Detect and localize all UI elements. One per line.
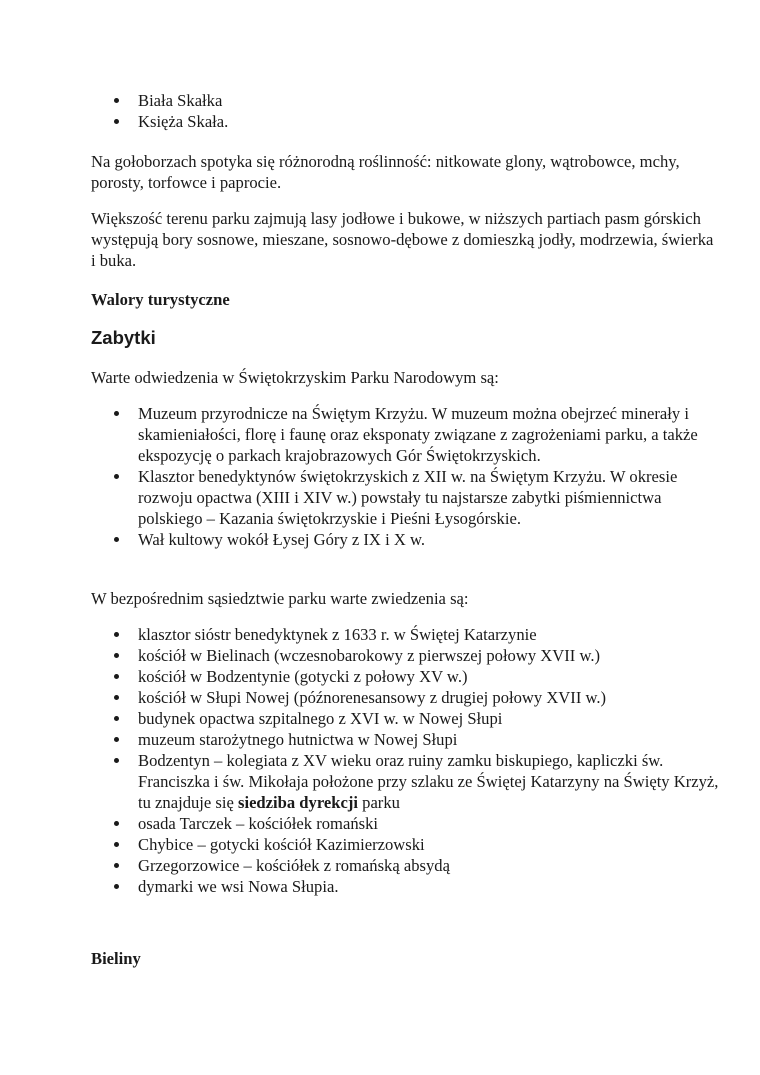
list-item: Grzegorzowice – kościółek z romańską absydą (91, 855, 720, 876)
paragraph-lasy: Większość terenu parku zajmują lasy jodłowe i bukowe, w niższych partiach pasm górskich występują bory sosnowe, mieszane, sosnowo-dębowe z domieszką jodły, modrzewia, świerka i buka. (91, 209, 714, 270)
list-item: osada Tarczek – kościółek romański (91, 813, 720, 834)
list-item: dymarki we wsi Nowa Słupia. (91, 876, 720, 897)
list-item: kościół w Bielinach (wczesnobarokowy z pierwszej połowy XVII w.) (91, 645, 720, 666)
list-item: budynek opactwa szpitalnego z XVI w. w Nowej Słupi (91, 708, 720, 729)
list-item: Klasztor benedyktynów świętokrzyskich z XII w. na Świętym Krzyżu. W okresie rozwoju opactwa (XIII i XIV w.) powstały tu najstarsze zabytki piśmiennictwa polskiego – Kazania świętokrzyskie i Pieśni Łysogórskie. (91, 466, 720, 529)
bodzentyn-text-end: parku (358, 793, 400, 812)
paragraph-sasiedztwo: W bezpośrednim sąsiedztwie parku warte zwiedzenia są: (91, 589, 469, 608)
heading-bieliny: Bieliny (91, 949, 141, 968)
list-item-bodzentyn (91, 750, 720, 813)
list-item: Chybice – gotycki kościół Kazimierzowski (91, 834, 720, 855)
paragraph-goloborza: Na gołoborzach spotyka się różnorodną roślinność: nitkowate glony, wątrobowce, mchy, porosty, torfowce i paprocie. (91, 152, 680, 192)
list-item: muzeum starożytnego hutnictwa w Nowej Słupi (91, 729, 720, 750)
heading-zabytki: Zabytki (91, 327, 156, 348)
list-item: Muzeum przyrodnicze na Świętym Krzyżu. W muzeum można obejrzeć minerały i skamieniałości, florę i faunę oraz eksponaty związane z zagrożeniami parku, a także ekspozycję o parkach krajobrazowych Gór Świętokrzyskich. (91, 403, 720, 466)
bodzentyn-text: Bodzentyn – kolegiata z XV wieku oraz ruiny zamku biskupiego, kapliczki św. Franciszka i św. Mikołaja położone przy szlaku ze Świętej Katarzyny na Święty Krzyż, tu znajduje się (138, 751, 719, 812)
list-item: Biała Skałka (91, 90, 720, 111)
list-item: Wał kultowy wokół Łysej Góry z IX i X w. (91, 529, 720, 550)
siedziba-dyrekcji-bold: siedziba dyrekcji (238, 793, 358, 812)
bullet-list-zabytki (91, 403, 720, 550)
paragraph-warte-odwiedzenia: Warte odwiedzenia w Świętokrzyskim Parku Narodowym są: (91, 368, 499, 387)
bullet-list-top (91, 90, 720, 132)
list-item: kościół w Słupi Nowej (późnorenesansowy z drugiej połowy XVII w.) (91, 687, 720, 708)
list-item: kościół w Bodzentynie (gotycki z połowy XV w.) (91, 666, 720, 687)
bullet-list-sasiedztwo (91, 624, 720, 897)
list-item: Księża Skała. (91, 111, 720, 132)
heading-walory-turystyczne: Walory turystyczne (91, 290, 230, 309)
list-item: klasztor sióstr benedyktynek z 1633 r. w Świętej Katarzynie (91, 624, 720, 645)
